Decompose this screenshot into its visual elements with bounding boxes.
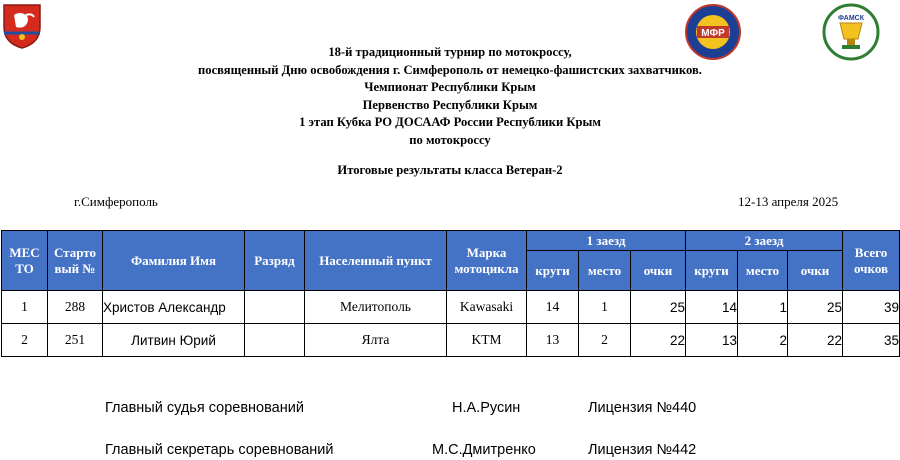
table-row [2,291,900,324]
cell-name: Христов Александр [103,291,245,324]
cell-race-1-laps: 14 [527,291,579,324]
cell-total-points: 35 [843,324,900,357]
cell-place: 1 [2,291,48,324]
header-race-1-points: очки [631,251,686,291]
results-subtitle: Итоговые результаты класса Ветеран-2 [337,163,563,177]
famsk-logo-text: ФАМСК [837,15,865,22]
cell-name: Литвин Юрий [103,324,245,357]
cell-start-number: 251 [48,324,103,357]
results-table [1,230,900,357]
chief-judge-role: Главный судья соревнований [105,400,304,416]
header-race-1-position: место [579,251,631,291]
header-motorcycle: Марка мотоцикла [447,231,527,291]
cell-race-2-position: 1 [738,291,788,324]
event-dates: 12-13 апреля 2025 [738,194,839,209]
title-line: по мотокроссу [409,132,491,147]
header-race-2-laps: круги [686,251,738,291]
header-race-2: 2 заезд [686,231,843,251]
cell-race-2-points: 22 [788,324,843,357]
header-race-2-points: очки [788,251,843,291]
cell-race-1-points: 22 [631,324,686,357]
crimea-coat-of-arms-logo [2,3,42,49]
header-race-2-position: место [738,251,788,291]
cell-rank [245,324,305,357]
cell-city: Ялта [305,324,447,357]
cell-rank [245,291,305,324]
header-race-1-laps: круги [527,251,579,291]
title-line: Первенство Республики Крым [362,97,538,112]
chief-judge-name: Н.А.Русин [452,400,521,416]
title-line: 1 этап Кубка РО ДОСААФ России Республики Крым [299,115,601,130]
cell-race-1-laps: 13 [527,324,579,357]
header-name: Фамилия Имя [103,231,245,291]
title-line: Чемпионат Республики Крым [364,80,536,95]
cell-race-2-laps: 14 [686,291,738,324]
cell-place: 2 [2,324,48,357]
header-rank: Разряд [245,231,305,291]
header-race-1: 1 заезд [527,231,686,251]
header-city: Населенный пункт [305,231,447,291]
chief-secretary-name: М.С.Дмитренко [432,442,536,458]
cell-race-1-position: 2 [579,324,631,357]
cell-start-number: 288 [48,291,103,324]
header-place: МЕС ТО [2,231,48,291]
mfr-logo-text: МФР [701,28,725,39]
table-row [2,324,900,357]
event-title [0,44,900,150]
cell-race-2-laps: 13 [686,324,738,357]
chief-judge-license: Лицензия №440 [588,400,697,416]
header-total-points: Всего очков [843,231,900,291]
event-location: г.Симферополь [74,194,158,209]
cell-race-2-points: 25 [788,291,843,324]
title-line: посвященный Дню освобождения г. Симферополь от немецко-фашистских захватчиков. [198,62,702,77]
cell-total-points: 39 [843,291,900,324]
header-start-number: Старто вый № [48,231,103,291]
title-line: 18-й традиционный турнир по мотокроссу, [328,45,572,59]
cell-motorcycle: Kawasaki [447,291,527,324]
cell-city: Мелитополь [305,291,447,324]
chief-secretary-license: Лицензия №442 [588,442,697,458]
chief-secretary-role: Главный секретарь соревнований [105,442,334,458]
cell-race-2-position: 2 [738,324,788,357]
cell-race-1-points: 25 [631,291,686,324]
cell-motorcycle: KTM [447,324,527,357]
cell-race-1-position: 1 [579,291,631,324]
